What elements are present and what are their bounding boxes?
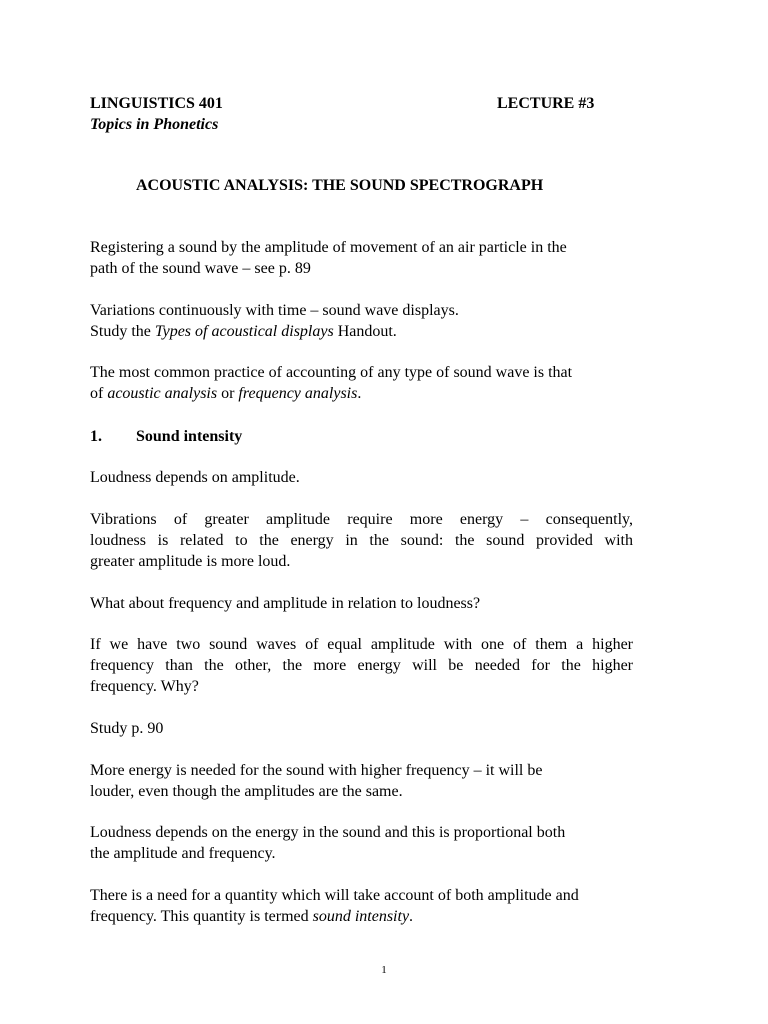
italic-text: frequency analysis — [238, 385, 358, 402]
document-title: ACOUSTIC ANALYSIS: THE SOUND SPECTROGRAPH — [136, 177, 544, 194]
italic-text: sound intensity — [312, 908, 410, 925]
text-span: . — [409, 908, 414, 925]
paragraph-line: Registering a sound by the amplitude of movement of an air particle in the — [90, 239, 567, 256]
paragraph-line: More energy is needed for the sound with higher frequency – it will be — [90, 762, 543, 779]
paragraph-line — [90, 321, 397, 342]
paragraph-line: path of the sound wave – see p. 89 — [90, 260, 311, 277]
section-number: 1. — [90, 428, 102, 445]
paragraph-line — [90, 906, 413, 927]
paragraph-line: frequency than the other, the more energy will be needed for the higher — [90, 657, 633, 674]
text-span: Study the — [90, 323, 155, 340]
italic-text: acoustic analysis — [107, 385, 218, 402]
page-number: 1 — [381, 964, 387, 976]
paragraph-line: What about frequency and amplitude in relation to loudness? — [90, 595, 481, 612]
lecture-number: LECTURE #3 — [497, 95, 595, 112]
paragraph-line: louder, even though the amplitudes are the same. — [90, 783, 403, 800]
paragraph-line: loudness is related to the energy in the sound: the sound provided with — [90, 532, 633, 549]
paragraph-line: the amplitude and frequency. — [90, 845, 276, 862]
text-span: or — [217, 385, 239, 402]
italic-text: Types of acoustical displays — [154, 323, 334, 340]
section-heading: Sound intensity — [136, 428, 243, 445]
course-title: LINGUISTICS 401 — [90, 95, 223, 112]
paragraph-line: greater amplitude is more loud. — [90, 553, 291, 570]
course-subtitle: Topics in Phonetics — [90, 116, 219, 133]
paragraph-line: If we have two sound waves of equal amplitude with one of them a higher — [90, 636, 633, 653]
text-span: . — [357, 385, 362, 402]
text-span: of — [90, 385, 108, 402]
paragraph-line: frequency. Why? — [90, 678, 199, 695]
paragraph-line: Loudness depends on the energy in the sound and this is proportional both — [90, 824, 566, 841]
paragraph-line: Loudness depends on amplitude. — [90, 469, 300, 486]
text-span: Handout. — [333, 323, 397, 340]
paragraph-line: There is a need for a quantity which will take account of both amplitude and — [90, 887, 579, 904]
text-span: frequency. This quantity is termed — [90, 908, 313, 925]
paragraph-line: Variations continuously with time – sound wave displays. — [90, 302, 459, 319]
paragraph-line: Study p. 90 — [90, 720, 164, 737]
paragraph-line — [90, 383, 361, 404]
paragraph-line: Vibrations of greater amplitude require more energy – consequently, — [90, 511, 633, 528]
paragraph-line: The most common practice of accounting of any type of sound wave is that — [90, 364, 573, 381]
